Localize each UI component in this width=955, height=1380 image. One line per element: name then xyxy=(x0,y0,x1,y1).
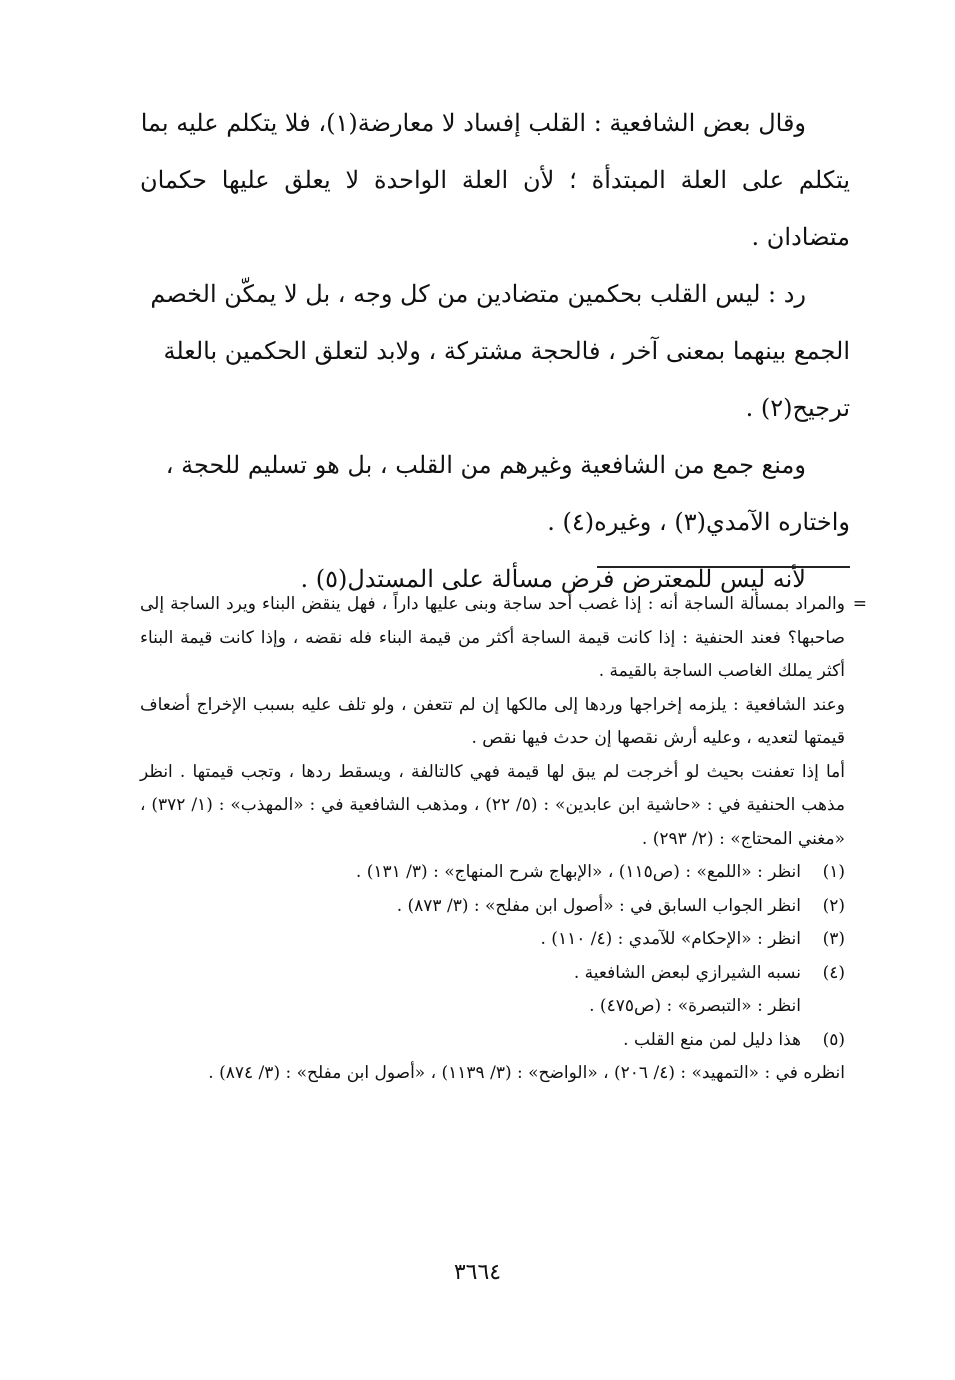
paragraph-3-line-2: واختاره الآمدي(٣) ، وغيره(٤) . xyxy=(547,508,850,536)
footnote-continuation-1: والمراد بمسألة الساجة أنه : إذا غصب أحد ساجة وبنى عليها داراً ، فهل ينقض البناء ويرد الساجة إلى صاحبها؟ فعند الحنفية : إذا كانت قيمة الساجة أكثر من قيمة البناء فله نقضه ، وإذا كانت قيمة البناء أكثر يملك الغاصب الساجة بالقيمة . xyxy=(140,594,845,681)
footnote-5-continuation: انظره في : «التمهيد» : (٤/ ٢٠٦) ، «الواضح» : (٣/ ١١٣٩) ، «أصول ابن مفلح» : (٣/ ٨٧٤) . xyxy=(208,1063,845,1083)
footnote-4 xyxy=(140,957,845,991)
footnote-2-number: (٢) xyxy=(822,895,845,916)
footnote-2 xyxy=(140,890,845,924)
footnote-5-text: هذا دليل لمن منع القلب . xyxy=(623,1029,801,1050)
paragraph-1 xyxy=(140,95,850,266)
page-number: ٣٦٦٤ xyxy=(453,1260,502,1285)
paragraph-2-line-1: رد : ليس القلب بحكمين متضادين من كل وجه ، بل لا يمكّن الخصم xyxy=(150,280,806,308)
footnote-5-number: (٥) xyxy=(822,1029,845,1050)
paragraph-1-line-1: وقال بعض الشافعية : القلب إفساد لا معارضة(١)، فلا يتكلم عليه بما xyxy=(140,109,806,137)
footnote-4-number: (٤) xyxy=(822,962,845,983)
footnote-divider xyxy=(597,566,850,568)
footnote-1-text: انظر : «اللمع» : (ص١١٥) ، «الإبهاج شرح المنهاج» : (٣/ ١٣١) . xyxy=(355,862,801,882)
footnote-4-text: نسبه الشيرازي لبعض الشافعية . xyxy=(573,962,801,983)
continuation-mark: = xyxy=(852,594,867,614)
paragraph-2-line-2: الجمع بينهما بمعنى آخر ، فالحجة مشتركة ، ولابد لتعلق الحكمين بالعلة xyxy=(163,337,850,365)
paragraph-4-line-1: لأنه ليس للمعترض فرض مسألة على المستدل(٥) . xyxy=(300,565,806,593)
paragraph-2-line-3: ترجيح(٢) . xyxy=(745,394,850,422)
footnote-2-text: انظر الجواب السابق في : «أصول ابن مفلح» : (٣/ ٨٧٣) . xyxy=(396,895,801,916)
paragraph-3-line-1: ومنع جمع من الشافعية وغيرهم من القلب ، بل هو تسليم للحجة ، xyxy=(165,451,806,479)
footnote-1-number: (١) xyxy=(822,862,845,882)
footnote-4-continuation: انظر : «التبصرة» : (ص٤٧٥) . xyxy=(589,996,801,1016)
footnotes xyxy=(140,588,867,1091)
footnote-continuation-2: وعند الشافعية : يلزمه إخراجها وردها إلى مالكها إن لم تتعفن ، ولو تلف عليه بسبب الإخراج أضعاف قيمتها لتعديه ، وعليه أرش نقصها إن حدث فيها نقص . xyxy=(140,694,845,748)
main-text xyxy=(140,95,850,608)
paragraph-2 xyxy=(140,266,850,437)
footnote-continuation-3: أما إذا تعفنت بحيث لو أخرجت لم يبق لها قيمة فهي كالتالفة ، ويسقط ردها ، وتجب قيمتها . انظر مذهب الحنفية في : «حاشية ابن عابدين» : (٥/ ٢٢) ، ومذهب الشافعية في : «المهذب» : (١/ ٣٧٢) ، «مغني المحتاج» : (٢/ ٢٩٣) . xyxy=(140,761,845,849)
footnote-5 xyxy=(140,1024,845,1058)
paragraph-3 xyxy=(140,437,850,551)
footnote-3 xyxy=(140,923,845,957)
footnote-3-number: (٣) xyxy=(822,929,845,949)
footnote-3-text: انظر : «الإحكام» للآمدي : (٤/ ١١٠) . xyxy=(540,929,801,949)
paragraph-1-line-2: يتكلم على العلة المبتدأة ؛ لأن العلة الواحدة لا يعلق عليها حكمان متضادان . xyxy=(140,166,851,251)
footnote-1 xyxy=(140,856,845,890)
